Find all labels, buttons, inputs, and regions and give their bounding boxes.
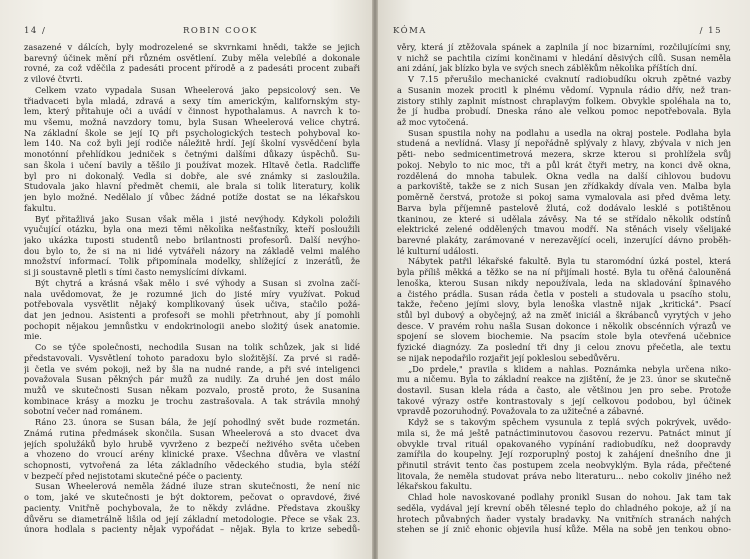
left-page-number: 14 / — [24, 26, 47, 36]
text-line: v bezpečí před nejistotami skutečné péče o pacienty. — [24, 470, 243, 481]
text-line: Nábytek patřil lékařské fakultě. Byla tu staromódní úzká postel, která — [408, 256, 731, 267]
text-line: Celkem vzato vypadala Susan Wheelerová jako pepsicolový sen. Ve — [35, 84, 360, 95]
right-running-head: KÓMA — [393, 26, 427, 36]
right-page — [375, 0, 750, 559]
text-line: Když se s takovým spěchem vysunula z teplá svých pokrývek, uvědo- — [408, 417, 731, 428]
text-line: tkaninou, ze které si udělala závěsy. Na té se střídalo několik odstínů — [397, 213, 731, 224]
text-line: dostavil. Susan klela ráda a často, ale většinou jen pro sebe. Protože — [397, 385, 731, 395]
text-line: vyučující otázku, byla ona mezi těmi několika nešťastníky, kteří posloužili — [24, 224, 360, 235]
text-line: mila si, že má ještě patnáctiminutovou časovou rezervu. Patnáct minut jí — [397, 427, 731, 438]
text-line: kombinace krásy a mozku je trochu zastrašovala. A tak strávila mnohý — [24, 395, 360, 406]
text-line: desce. V pravém rohu našla Susan dokonce i několik obscénních výrazů ve — [397, 320, 731, 331]
text-line: že jí hudba probudí. Dneska ráno ale velkou pomoc nepotřebovala. Byla — [397, 106, 731, 117]
text-line: nala uvědomovat, že je rozumné jich do jisté míry využívat. Pokud — [24, 288, 360, 299]
text-line: se nijak nepodařilo rozjařit její pokleslou sebedůvěru. — [397, 352, 620, 363]
text-line: přinutil strávit tento čas postupem zcela neobvyklým. Byla ráda, přečtené — [397, 460, 731, 471]
text-line: Chlad hole navoskované podlahy pronikl Susan do nohou. Jak tam tak — [408, 492, 731, 503]
text-line: o tom, jaké ve skutečnosti je být doktorem, pečovat o opravdové, živé — [24, 492, 360, 503]
text-line: jako ukázka tuposti studentů nebo brilantnosti profesorů. Další nevýho- — [24, 234, 360, 245]
text-line: barevné plakáty, zarámované v nerezavějící oceli, inzerující dávno proběh- — [397, 234, 731, 245]
text-line: zistory stihly zaplnit místnost chraplavým folkem. Obvykle spoléhala na to, — [397, 95, 731, 106]
text-line: v nichž se pachtila cizími končinami v hledání děsivých cílů. Susan neměla — [397, 52, 731, 63]
text-line: množství informací. Tolik připomínala modelky, shlížející z inzerátů, že — [24, 256, 360, 267]
left-page-body — [24, 42, 360, 535]
text-line: stůl byl dubový a obyčejný, až na změť iniciál a škrábanců vyrytých v jeho — [397, 309, 731, 320]
text-line: zasazené v dálcích, byly modrozelené se skvrnkami hnědi, takže se jejich — [24, 42, 360, 52]
text-line: jen bylo možné. Nedělalo jí vůbec žádné potíže dostat se na lékařskou — [24, 192, 360, 203]
text-line: byl pro ni dokonalý. Vedla si dobře, ale své známky si zasloužila. — [24, 170, 360, 181]
text-line: pěti- nebo sedmicentimetrová mezera, skrze kterou si prohlížela svůj — [397, 149, 731, 160]
text-line: mu a ničemu. Byla to základní reakce na zjištění, že je 23. únor se skutečně — [397, 374, 731, 385]
text-line: jejích spolužáků bylo hrubě vyvrženo z bezpečí neživého světa učeben — [24, 438, 360, 449]
text-line: Barva byla příjemně pastelově žlutá, což dodávalo lesklé s potištěnou — [397, 202, 731, 213]
text-line: vpravdě pozoruhodný. Považovala to za užitečné a zábavné. — [397, 406, 644, 417]
text-line: ji četla ve svém pokoji, než by šla na nudné rande, a při své inteligenci — [24, 363, 360, 374]
text-line: třiadvaceti byla mladá, zdravá a sexy tím americkým, kalifornským sty- — [24, 95, 360, 106]
text-line: Na základní škole se její IQ při psychologických testech pohyboval ko- — [24, 127, 360, 138]
text-line: a čistého prádla. Susan ráda četla v posteli a studovala u psacího stolu, — [397, 288, 731, 299]
text-line: fakultu. — [24, 202, 56, 213]
text-line: takže, řečeno jejími slovy, byla lenoška vlastně nijak „kritická". Psací — [397, 299, 731, 310]
text-line: mu všemu, možná navzdory tomu, byla Susan Wheelerová velice chytrá. — [24, 117, 360, 128]
text-line: pacienty. Vnitřně pochybovala, že to někdy zvládne. Představa zkoušky — [24, 502, 360, 513]
text-line: lem 140. Na což byli její rodiče náležitě hrdí. Její školní vysvědčení byla — [24, 138, 360, 149]
text-line: monotónní přehlídkou jedniček s četnými dalšími důkazy úspěchů. Su- — [24, 149, 360, 160]
right-page-number: / 15 — [699, 26, 722, 36]
text-line: a vhozeno do vroucí arény klinické praxe. Všechna důvěra ve vlastní — [24, 449, 360, 460]
text-line: san škola i učení bavily a těšilo ji používat mozek. Hltavě četla. Radcliffe — [24, 159, 360, 170]
text-line: dat jen jednou. Asistenti a profesoři se mohli přetrhnout, aby jí pomohli — [24, 309, 360, 320]
text-line: litovala, že neměla studovat práva nebo literaturu... nebo cokoliv jiného než — [397, 470, 731, 481]
text-line: a parkoviště, takže se z nich Susan jen zřídkakdy dívala ven. Malba byla — [397, 181, 731, 192]
text-line: Byť přitažlivá jako Susan však měla i jisté nevýhody. Kdykoli položili — [35, 213, 360, 224]
text-line: V 7.15 přerušilo mechanické cvaknutí radiobudíku okruh zpětné vazby — [408, 74, 731, 85]
text-line: důvěru se diametrálně lišila od její základní metodologie. Přece se však 23. — [24, 513, 360, 524]
text-line: mužů ve skutečnosti Susan někam pozvalo, prostě proto, že Susanina — [24, 385, 360, 395]
text-line: lé kulturní události. — [397, 245, 479, 256]
text-line: si ji soustavně pletli s tími často nemyslícími dívkami. — [24, 267, 247, 278]
text-line: Susan spustila nohy na podlahu a usedla na okraj postele. Podlaha byla — [408, 127, 731, 138]
text-line: Co se týče společnosti, nechodila Susan na tolik schůzek, jak si lidé — [35, 342, 360, 353]
text-line: potřebovala vysvětlit nějaký komplikovaný úsek učiva, stačilo požá- — [24, 299, 360, 310]
text-line: Studovala jako hlavní předmět chemii, ale brala si tolik literatury, kolik — [24, 181, 360, 192]
text-line: února hodlala s pacienty nějak vypořádat – nějak. Byla to krize sebedů- — [24, 524, 360, 535]
text-line: barevný účinek mění při různém osvětlení. Zuby měla velebílé a dokonale — [24, 52, 360, 63]
text-line: Být chytrá a krásná však mělo i své výhody a Susan si zvolna začí- — [35, 277, 360, 288]
text-line: věry, která jí ztěžovala spánek a zaplnila jí noc bizarními, rozčilujícími sny, — [397, 42, 731, 52]
text-line: fyzické diagnózy. Za poslední tři dny ji celou znovu přečetla, ale textu — [397, 342, 731, 353]
text-line: pokoj. Nebylo to nic moc, tři a půl krát čtyři metry, na konci dvě okna, — [397, 159, 731, 170]
text-line: dou bylo to, že si na ni lidé vytvářeli názory na základě velmi malého — [24, 245, 360, 256]
text-line: zamířila do koupelny. Její rozporuplný postoj k zahájení dnešního dne ji — [397, 449, 731, 460]
text-line: studená a nevlídná. Vlasy jí nepořádně splývaly z hlavy, zbývala v nich jen — [397, 138, 731, 149]
text-line: a Susanin mozek procitl k plnému vědomí. Vypnula rádio dřív, než tran- — [397, 84, 731, 95]
text-line: poměrně čerstvá, protože si pokoj sama vymalovala asi před dvěma lety. — [397, 192, 731, 203]
text-line: lem, který přitahuje oči a uvádí v činnost hypothalamus. A navrch k to- — [24, 106, 360, 117]
text-line: elektrické zelené oddělených tmavou modří. Na stěnách visely všelijaké — [397, 224, 731, 235]
text-line: takové výrazy ostře kontrastovaly s její celkovou podobou, byl účinek — [397, 395, 731, 406]
right-page-body — [397, 42, 731, 535]
text-line: rozdělená do mnoha tabulek. Okna vedla na další cihlovou budovu — [397, 170, 731, 181]
text-line: až moc vytočená. — [397, 117, 469, 128]
text-line: obvykle trval rituál opakovaného vypínání radiobudíku, než doopravdy — [397, 438, 731, 449]
text-line: sobotní večer nad románem. — [24, 406, 143, 417]
text-line: „Do prdele," pravila s klidem a nahlas. Poznámka nebyla určena niko- — [408, 363, 731, 374]
text-line: byla příliš měkká a těžko se na ní přijímali hosté. Byla tu ořěná čalouněná — [397, 267, 731, 278]
book-gutter — [372, 0, 378, 559]
text-line: stehen se jí znič ehonic objevila husí kůže. Měla na sobě jen tenkou obno- — [397, 524, 731, 535]
text-line: ani zdání, jak blízko byla ve svých snech záblěkům několika příštích dní. — [397, 63, 698, 74]
text-line: seděla, vydával její krevní oběh tělesné teplo do chladného pokoje, až jí na — [397, 502, 731, 513]
text-line: lékařskou fakultu. — [397, 481, 473, 492]
text-line: Ráno 23. února se Susan bála, že její pohodlný svět bude rozmetán. — [35, 417, 360, 428]
text-line: schopnosti, vytvořená za léta základního vědeckého studia, byla stéží — [24, 460, 360, 471]
text-line: považovala Susan pěkných pár mužů za nudily. Za druhé jen dost málo — [24, 374, 360, 385]
text-line: mie. — [24, 331, 42, 342]
text-line: Susan Wheelerová neměla žádné iluze stran skutečnosti, že není nic — [35, 481, 360, 492]
text-line: z vilové čtvrti. — [24, 74, 83, 85]
text-line: hrotech půvabných ňader vystaly bradavky. Na vnitřních stranách nahých — [397, 513, 731, 524]
left-running-head: ROBIN COOK — [183, 26, 258, 36]
text-line: pochopit nějakou jemnůstku v endokrinologii anebo složitý úsek anatomie. — [24, 320, 360, 331]
text-line: představovali. Vysvětlení tohoto paradoxu bylo složitější. Za prvé si radě- — [24, 352, 360, 363]
text-line: Známá rutina předmásek skončila. Susan Wheelerová a sto dvacet dva — [24, 427, 360, 438]
text-line: rovné, za což vděčila z padesáti procent přírodě a z padesáti procent zubaři — [24, 63, 360, 74]
text-line: lenoška, kterou Susan nikdy nepoužívala, leda na skladování špinavého — [397, 277, 731, 288]
text-line: spojení se slovem biochemie. Na psacím stole byla otevřená učebnice — [397, 331, 731, 342]
